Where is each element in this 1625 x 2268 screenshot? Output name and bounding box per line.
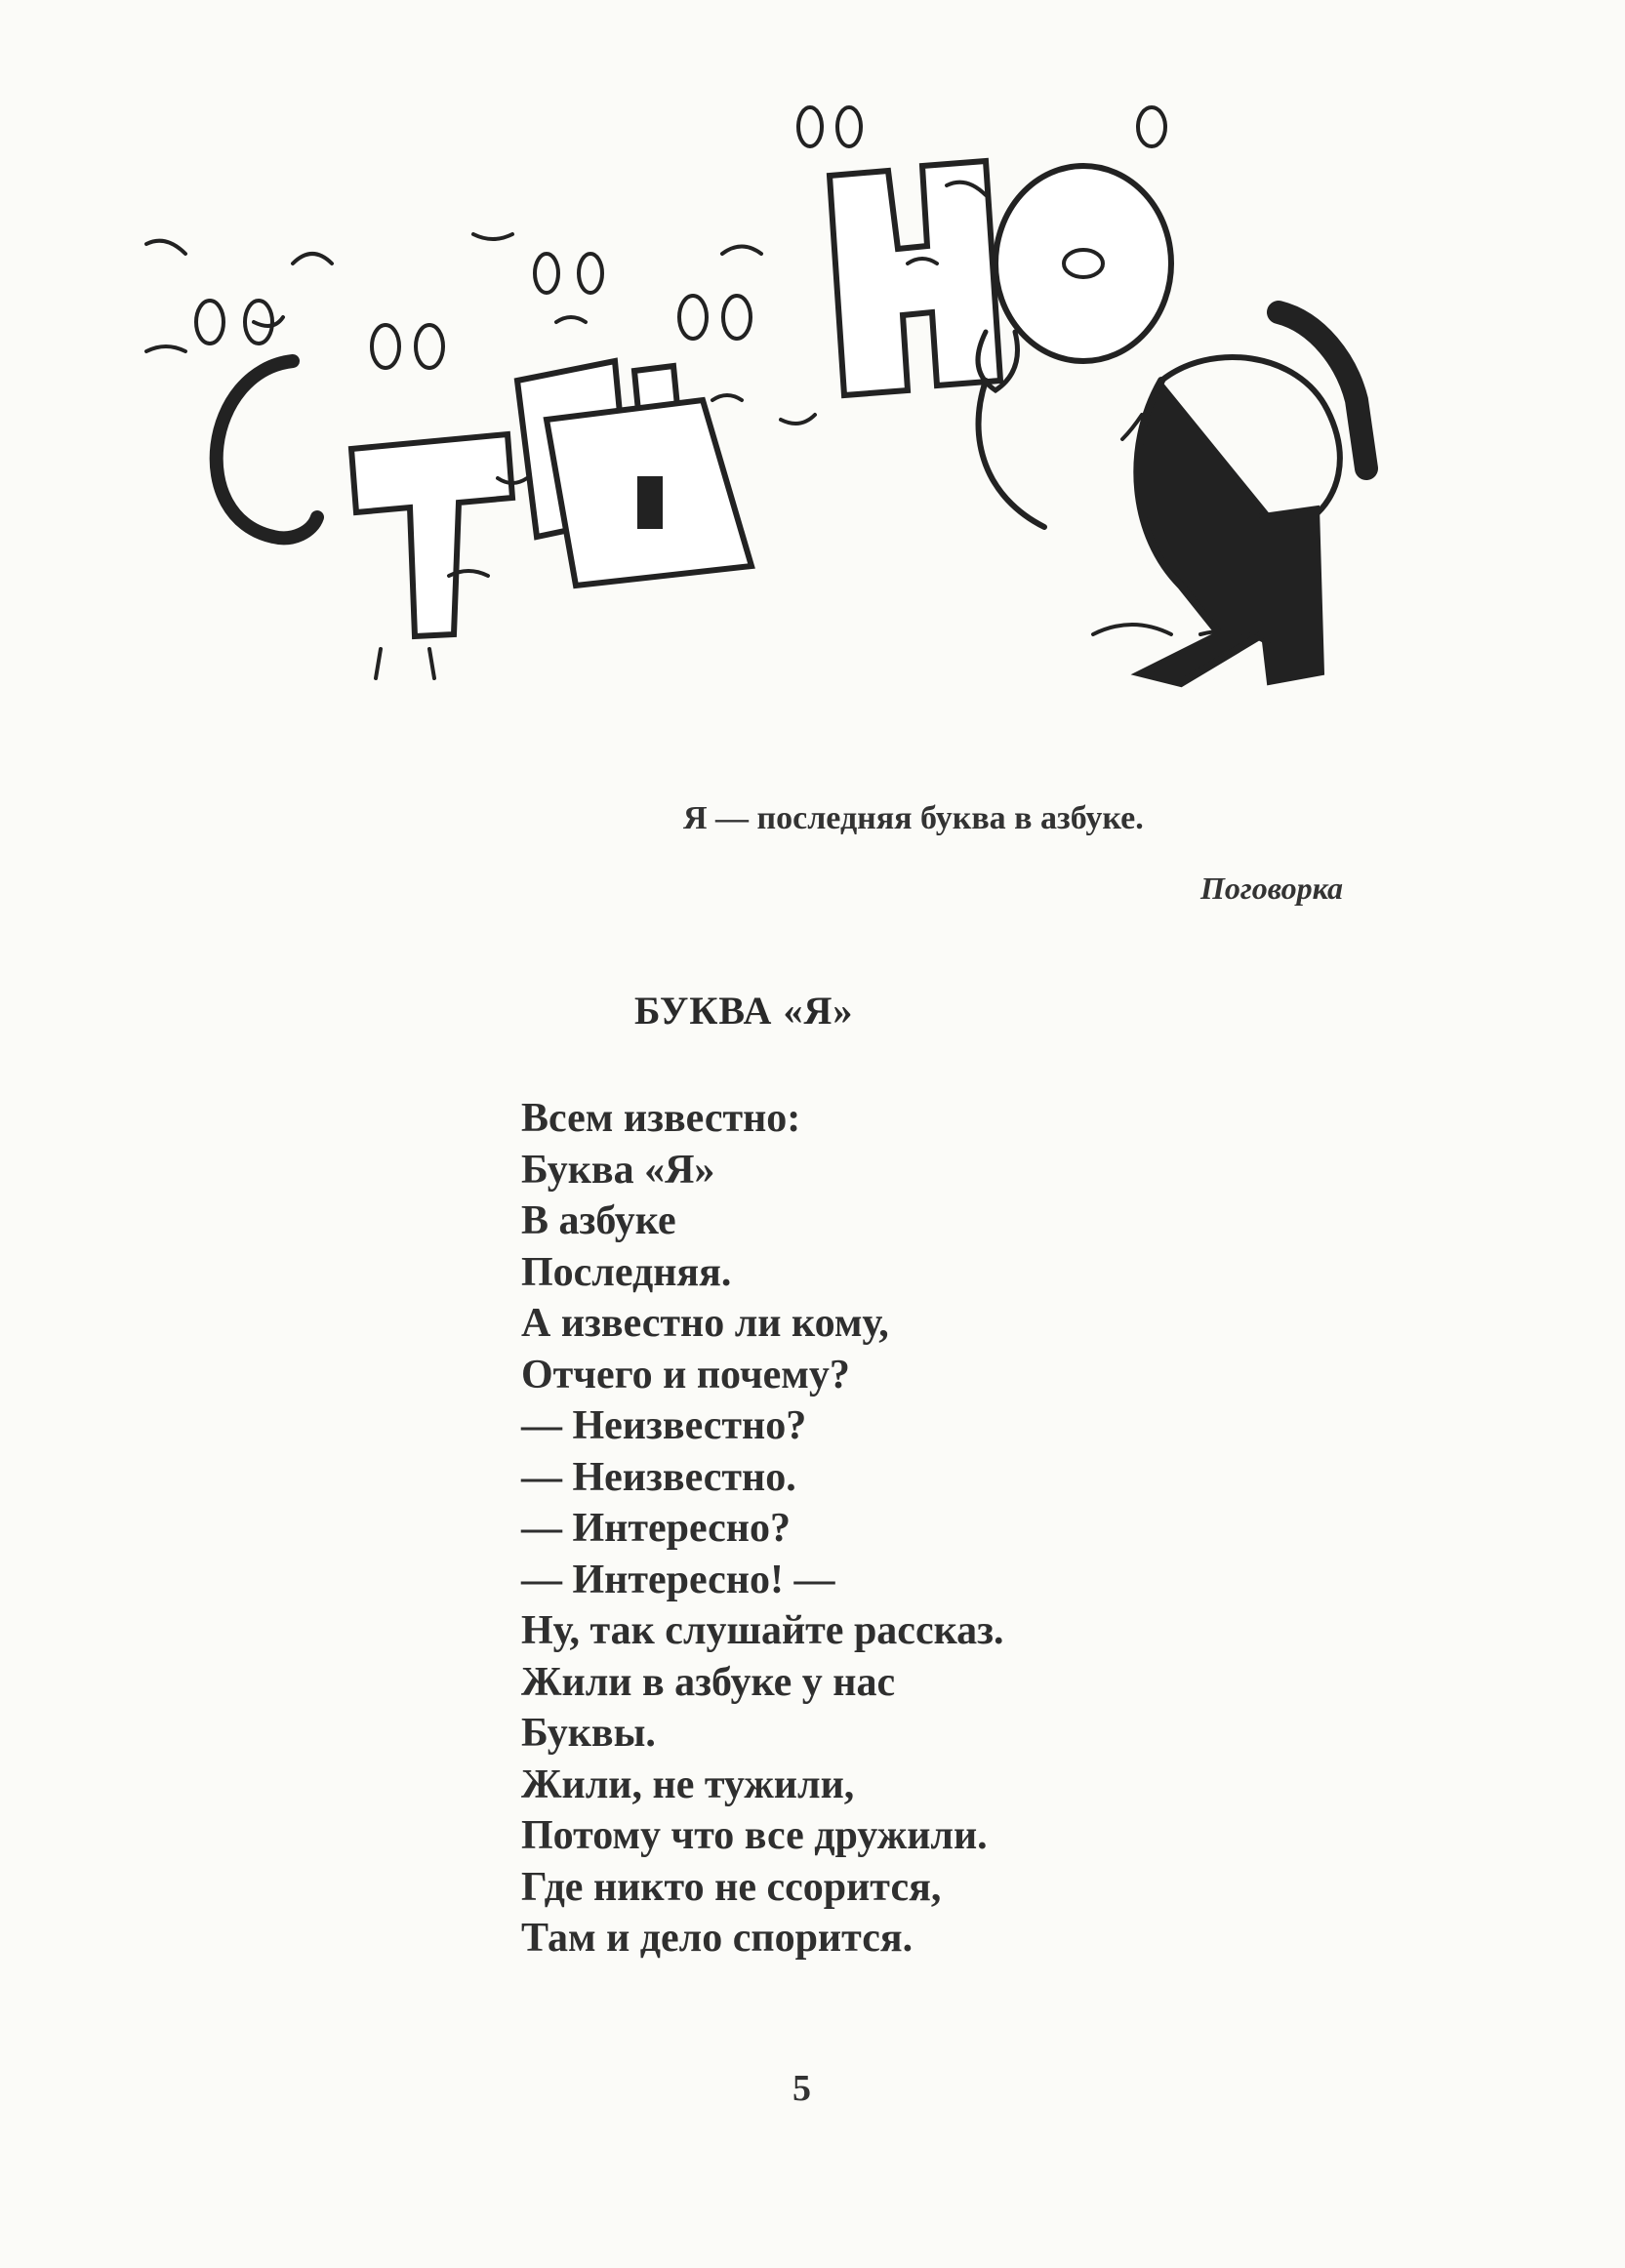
poem-line: — Неизвестно. <box>521 1454 796 1500</box>
poem-line: — Интересно? <box>521 1506 791 1551</box>
poem-line: Буквы. <box>521 1711 656 1756</box>
poem-line: Буква «Я» <box>521 1147 715 1193</box>
letter-ya-figure <box>978 312 1366 683</box>
letter-t-figure <box>351 325 512 678</box>
poem-line: А известно ли кому, <box>521 1301 889 1346</box>
cartoon-letters-illustration <box>146 127 1454 810</box>
page-number: 5 <box>792 2068 811 2109</box>
poem-line: Ну, так слушайте рассказ. <box>521 1608 1004 1653</box>
poem-line: В азбуке <box>521 1198 676 1243</box>
poem-line: Там и дело спорится. <box>521 1916 914 1961</box>
epigraph-source: Поговорка <box>1200 871 1343 906</box>
letter-s-figure <box>146 241 332 539</box>
poem-line: Отчего и почему? <box>521 1352 850 1397</box>
poem-line: Где никто не ссорится, <box>521 1864 942 1910</box>
letter-d-figure <box>547 296 752 586</box>
poem-body <box>521 1093 1302 1964</box>
poem-line: — Интересно! — <box>521 1557 835 1602</box>
letter-n-figure <box>798 107 1000 395</box>
poem-line: Потому что все дружили. <box>521 1813 988 1858</box>
epigraph-text: Я — последняя буква в азбуке. <box>683 800 1144 836</box>
letter-o-figure <box>995 107 1171 361</box>
poem-line: Последняя. <box>521 1249 732 1295</box>
poem-line: Всем известно: <box>521 1096 801 1141</box>
poem-line: — Неизвестно? <box>521 1403 807 1448</box>
poem-line: Жили в азбуке у нас <box>521 1659 896 1705</box>
poem-title: БУКВА «Я» <box>634 989 854 1033</box>
header-illustration <box>146 127 1454 810</box>
poem-line: Жили, не тужили, <box>521 1762 855 1807</box>
